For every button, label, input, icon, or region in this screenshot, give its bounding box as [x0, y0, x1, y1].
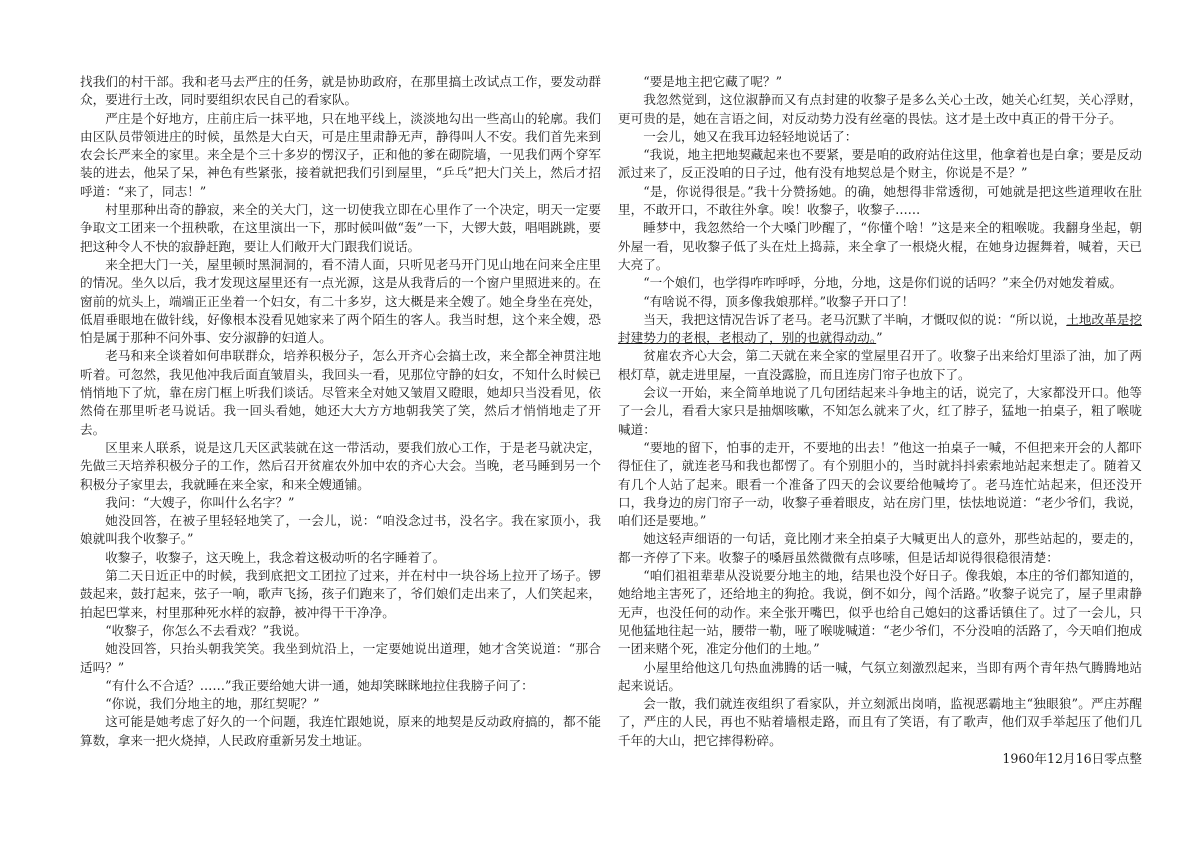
paragraph: 会议一开始，来全简单地说了几句团结起来斗争地主的话，说完了，大家都没开口。他等了一会儿，看看大家只是抽烟咳嗽，不知怎么就来了火，红了脖子，猛地一拍桌子，粗了喉咙喊道：: [618, 385, 1142, 437]
paragraph: “有什么不合适？……”我正要给她大讲一通，她却笑眯眯地拉住我膀子问了：: [105, 677, 534, 693]
paragraph: 我问：“大嫂子，你叫什么名字？”: [105, 494, 295, 510]
underlined-quote: 土地改革是挖封建势力的老根，老根动了，别的也就得动动。: [618, 311, 1142, 346]
paragraph: 会一散，我们就连夜组织了看家队，并立刻派出岗哨，监视恶霸地主“独眼狼”。严庄苏醒了，严庄的人民，再也不贴着墙根走路，而且有了笑语，有了歌声，他们双手举起压了他们几千年的大山，把它摔得粉碎。: [618, 696, 1142, 748]
paragraph: 一会儿，她又在我耳边轻轻地说话了：: [643, 128, 858, 144]
paragraph: “收黎子，你怎么不去看戏？”我说。: [105, 622, 307, 638]
paragraph: 区里来人联系，说是这几天区武装就在这一带活动，要我们放心工作，于是老马就决定，先做三天培养积极分子的工作，然后召开贫雇农外加中农的齐心大会。当晚，老马睡到另一个积极分子家里去，我就睡在来全家，和来全嫂通铺。: [80, 439, 601, 492]
paragraph: 来全把大门一关，屋里顿时黑洞洞的，看不清人面，只听见老马开门见山地在问来全庄里的情况。坐久以后，我才发现这屋里还有一点光源，这是从我背后的一个窗户里照进来的。在窗前的炕头上，端端正正坐着一个妇女，有二十多岁，这大概是来全嫂了。她全身坐在亮处，低眉垂眼地在做针线，好像根本没看见她家来了两个陌生的客人。我当时想，这个来全嫂，恐怕是属于那种不问外事、安分淑静的妇道人。: [80, 256, 601, 346]
date-line: 1960年12月16日零点整: [1002, 750, 1142, 766]
paragraph: 她这轻声细语的一句话，竟比刚才来全拍桌子大喊更出人的意外，那些站起的，要走的，都一齐停了下来。收黎子的嗓唇虽然微微有点哆嗦，但是话却说得很稳很清楚：: [618, 531, 1142, 565]
paragraph: 第二天日近正中的时候，我到底把文工团拉了过来，并在村中一块谷场上拉开了场子。锣鼓起来，鼓打起来，弦子一响，歌声飞扬，孩子们跑来了，爷们娘们走出来了，人们笑起来，拍起巴掌来，村里那种死水样的寂静，被冲得干干净净。: [80, 568, 601, 620]
paragraph-text: 当天，我把这情况告诉了老马。老马沉默了半晌，才慨叹似的说：“所以说，: [643, 311, 1067, 327]
paragraph: 这可能是她考虑了好久的一个问题，我连忙跟她说，原来的地契是反动政府搞的，都不能算数，拿来一把火烧掉，人民政府重新另发土地证。: [80, 714, 601, 748]
paragraph: “要地的留下，怕事的走开，不要地的出去！”他这一拍桌子一喊，不但把来开会的人都吓得怔住了，就连老马和我也都愣了。有个别胆小的，当时就抖抖索索地站起来想走了。随着又有几个人站了起来。眼看一个准备了四天的会议要给他喊垮了。老马连忙站起来，但还没开口，我身边的房门帘子一动，收黎子垂着眼皮，站在房门里，怯怯地说道：“老少爷们，我说，咱们还是要地。”: [618, 439, 1142, 529]
paragraph: “我说，地主把地契藏起来也不要紧，要是咱的政府站住这里，他拿着也是白拿；要是反动派过来了，反正没咱的日子过，他有没有地契总是个财主，你说是不是？”: [618, 147, 1142, 181]
paragraph: [618, 311, 1142, 348]
paragraph: 找我们的村干部。我和老马去严庄的任务，就是协助政府，在那里搞土改试点工作，要发动群众，要进行土改，同时要组织农民自己的看家队。: [80, 74, 601, 108]
paragraph: 村里那种出奇的静寂，来全的关大门，这一切使我立即在心里作了一个决定，明天一定要争取文工团来一个扭秧歌，在这里演出一下，那时候叫做“轰”一下，大锣大鼓，唱唱跳跳，要把这种令人不快的寂静赶跑，要让人们敞开大门跟我们说话。: [80, 202, 601, 254]
paragraph: “你说，我们分地主的地，那红契呢？”: [105, 696, 320, 712]
paragraph: 严庄是个好地方，庄前庄后一抹平地，只在地平线上，淡淡地勾出一些高山的轮廓。我们由区队员带领进庄的时候，虽然是大白天，可是庄里肃静无声，静得叫人不安。我们首先来到农会长严来全的家里。来全是个三十多岁的愣汉子，正和他的爹在砌院墙，一见我们两个穿军装的进去，他呆了呆，神色有些紧张，接着就把我们引到屋里，“乒乓”把大门关上，然后才招呼道：“来了，同志！”: [80, 110, 601, 199]
paragraph: 她没回答，在被子里轻轻地笑了，一会儿，说：“咱没念过书，没名字。我在家顶小，我娘就叫我个收黎子。”: [80, 513, 601, 547]
paragraph: “是，你说得很是。”我十分赞扬她。的确，她想得非常透彻，可她就是把这些道理收在肚里，不敢开口，不敢往外拿。唉！收黎子，收黎子……: [618, 183, 1142, 218]
paragraph: 收黎子，收黎子，这天晚上，我念着这极动听的名字睡着了。: [105, 549, 446, 565]
paragraph: “要是地主把它藏了呢？”: [643, 74, 783, 89]
paragraph-text: ”: [876, 330, 883, 346]
paragraph: 小屋里给他这几句热血沸腾的话一喊，气氛立刻激烈起来，当即有两个青年热气腾腾地站起来说话。: [618, 659, 1142, 693]
paragraph: 她没回答，只抬头朝我笑笑。我坐到炕沿上，一定要她说出道理，她才含笑说道：“那合适吗？”: [80, 641, 601, 675]
paragraph: 睡梦中，我忽然给一个大嗓门吵醒了，“你懂个啥！”这是来全的粗喉咙。我翻身坐起，朝外屋一看，见收黎子低了头在灶上捣蒜，来全拿了一根烧火棍，在她身边握舞着，喊着，天已大亮了。: [618, 220, 1142, 272]
paragraph: “咱们祖祖辈辈从没说要分地主的地，结果也没个好日子。像我娘，本庄的爷们都知道的，她给地主害死了，还给地主的狗抢。我说，倒不如分，闯个活路。”收黎子说完了，屋子里肃静无声，也没任何的动作。来全张开嘴巴，似乎也给自己媳妇的这番话镇住了。过了一会儿，只见他猛地往起一站，腰带一勒，哑了喉咙喊道：“老少爷们，不分没咱的活路了，今天咱们抱成一团来赌个死，准定分他们的土地。”: [618, 568, 1142, 657]
right-column: [618, 73, 1142, 768]
paragraph: 我忽然觉到，这位淑静而又有点封建的收黎子是多么关心土改，她关心红契，关心浮财，更可贵的是，她在言语之间，对反动势力没有丝毫的畏怯。这才是土改中真正的骨干分子。: [618, 92, 1142, 126]
left-column: [80, 73, 601, 750]
paragraph: “一个娘们，也学得咋咋呼呼，分地，分地，这是你们说的话吗？”来全仍对她发着威。: [643, 275, 1123, 291]
paragraph: “有啥说不得，顶多像我娘那样。”收黎子开口了！: [643, 293, 915, 309]
paragraph: 老马和来全谈着如何串联群众，培养积极分子，怎么开齐心会搞土改，来全都全神贯注地听着。可忽然，我见他冲我后面直皱眉头，我回头一看，见那位守静的妇女，不知什么时候已悄悄地下了炕，靠在房门框上听我们谈话。尽管来全对她又皱眉又瞪眼，她却只当没看见，依然倚在那里听老马说话。我一回头看她，她还大大方方地朝我笑了笑，然后才悄悄地走了开去。: [80, 348, 601, 437]
paragraph: 贫雇农齐心大会，第二天就在来全家的堂屋里召开了。收黎子出来给灯里添了油，加了两根灯草，就走进里屋，一直没露脸，而且连房门帘子也放下了。: [618, 348, 1142, 382]
